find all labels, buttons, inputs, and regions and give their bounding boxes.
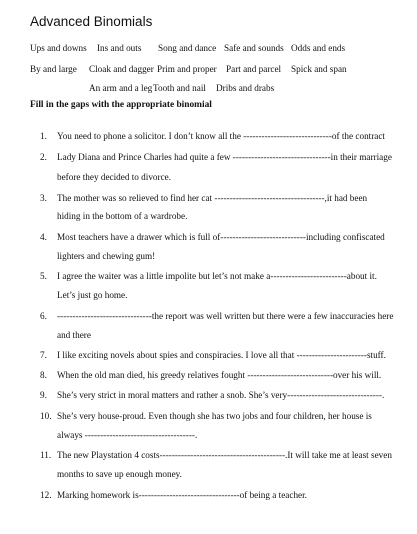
question-text: The new Playstation 4 costs-----------------------------------------.It will take me at least seven	[57, 450, 392, 460]
question-text: lighters and chewing gum!	[57, 251, 156, 261]
question-text: She’s very strict in moral matters and rather a snob. She’s very-------------------------------.	[57, 390, 385, 400]
question-text: I like exciting novels about spies and conspiracies. I love all that -----------------------stuff.	[57, 350, 386, 360]
question-number: 6.	[40, 311, 47, 321]
binomial-tooth-and-nail: Tooth and nail	[153, 83, 206, 93]
question-number: 9.	[40, 390, 47, 400]
question-text: and there	[57, 330, 91, 340]
question-text: The mother was so relieved to find her cat ------------------------------------,it had been	[57, 193, 368, 203]
binomial-prim-and-proper: Prim and proper	[157, 64, 217, 74]
binomial-song-and-dance: Song and dance	[158, 43, 217, 53]
question-number: 4.	[40, 232, 47, 242]
question-number: 1.	[40, 131, 47, 141]
binomial-spick-and-span: Spick and span	[291, 64, 347, 74]
question-number: 11.	[40, 450, 52, 460]
question-text: months to save up enough money.	[57, 469, 182, 479]
question-text: hiding in the bottom of a wardrobe.	[57, 211, 188, 221]
question-text: Marking homework is---------------------------------of being a teacher.	[57, 490, 307, 500]
question-number: 3.	[40, 193, 47, 203]
binomial-safe-and-sounds: Safe and sounds	[224, 43, 284, 53]
question-text: Most teachers have a drawer which is full of----------------------------including confiscated	[57, 232, 385, 242]
question-text: always ------------------------------------.	[57, 430, 198, 440]
question-number: 5.	[40, 271, 47, 281]
question-text: before they decided to divorce.	[57, 172, 172, 182]
question-text: -------------------------------the report was well written but there were a few inaccuracies here	[57, 311, 394, 321]
instruction-heading: Fill in the gaps with the appropriate binomial	[30, 100, 212, 110]
binomial-part-and-parcel: Part and parcel	[226, 64, 282, 74]
binomial-by-and-large: By and large	[30, 64, 77, 74]
question-number: 7.	[40, 350, 47, 360]
binomial-dribs-and-drabs: Dribs and drabs	[216, 83, 275, 93]
binomial-cloak-and-dagger: Cloak and dagger	[89, 64, 154, 74]
binomial-odds-and-ends: Odds and ends	[291, 43, 346, 53]
question-number: 2.	[40, 152, 47, 162]
question-text: Lady Diana and Prince Charles had quite a few --------------------------------in their marriage	[57, 152, 392, 162]
binomial-ins-and-outs: Ins and outs	[97, 43, 142, 53]
question-text: Let’s just go home.	[57, 290, 128, 300]
question-text: You need to phone a solicitor. I don’t know all the -----------------------------of the contract	[57, 131, 385, 141]
binomial-an-arm-and-a-leg: An arm and a leg	[89, 83, 153, 93]
question-number: 10.	[40, 411, 52, 421]
binomial-ups-and-downs: Ups and downs	[30, 43, 87, 53]
question-number: 8.	[40, 370, 47, 380]
question-text: She’s very house-proud. Even though she has two jobs and four children, her house is	[57, 411, 372, 421]
question-text: I agree the waiter was a little impolite but let’s not make a-------------------------about it.	[57, 271, 377, 281]
page-title: Advanced Binomials	[30, 14, 153, 29]
question-text: When the old man died, his greedy relatives fought ----------------------------over his will.	[57, 370, 382, 380]
question-number: 12.	[40, 490, 52, 500]
